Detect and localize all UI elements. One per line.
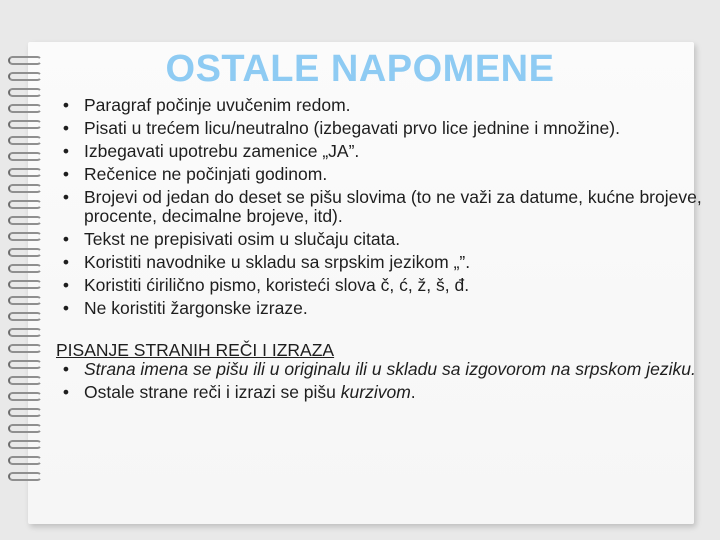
spiral-ring bbox=[8, 200, 42, 209]
spiral-ring bbox=[8, 152, 42, 161]
foreign-words-list bbox=[56, 360, 706, 402]
spiral-ring bbox=[8, 248, 42, 257]
list-item bbox=[56, 299, 706, 318]
list-item-text: Pisati u trećem licu/neutralno (izbegavati prvo lice jednine i množine). bbox=[84, 118, 620, 138]
list-item bbox=[56, 230, 706, 249]
list-item bbox=[56, 96, 706, 115]
list-item-text: Ne koristiti žargonske izraze. bbox=[84, 298, 308, 318]
spiral-ring bbox=[8, 136, 42, 145]
spiral-ring bbox=[8, 440, 42, 449]
spiral-ring bbox=[8, 280, 42, 289]
spiral-ring bbox=[8, 232, 42, 241]
list-item-text: Brojevi od jedan do deset se pišu slovima (to ne važi za datume, kućne brojeve, procente, decimalne brojeve, itd). bbox=[84, 187, 702, 226]
spiral-ring bbox=[8, 296, 42, 305]
bullet-icon: • bbox=[62, 95, 70, 115]
italic-word: kurzivom bbox=[340, 382, 411, 402]
spiral-ring bbox=[8, 456, 42, 465]
notes-list bbox=[56, 96, 706, 318]
bullet-icon: • bbox=[62, 164, 70, 184]
spiral-ring bbox=[8, 120, 42, 129]
slide-content bbox=[56, 96, 706, 406]
list-item bbox=[56, 276, 706, 295]
list-item-text: Koristiti navodnike u skladu sa srpskim jezikom „”. bbox=[84, 252, 471, 272]
list-item-text: Koristiti ćirilično pismo, koristeći slova č, ć, ž, š, đ. bbox=[84, 275, 470, 295]
spiral-ring bbox=[8, 312, 42, 321]
bullet-icon: • bbox=[62, 298, 70, 318]
section-heading: PISANJE STRANIH REČI I IZRAZA bbox=[56, 340, 335, 360]
spiral-ring bbox=[8, 344, 42, 353]
list-item bbox=[56, 253, 706, 272]
list-item-text: Tekst ne prepisivati osim u slučaju citata. bbox=[84, 229, 401, 249]
list-item-text: Izbegavati upotrebu zamenice „JA”. bbox=[84, 141, 360, 161]
slide-title: OSTALE NAPOMENE bbox=[165, 48, 555, 90]
spiral-ring bbox=[8, 376, 42, 385]
spiral-ring bbox=[8, 216, 42, 225]
bullet-icon: • bbox=[62, 359, 70, 379]
list-item-text: Rečenice ne počinjati godinom. bbox=[84, 164, 328, 184]
spiral-ring bbox=[8, 168, 42, 177]
list-item bbox=[56, 188, 706, 226]
spiral-ring bbox=[8, 264, 42, 273]
list-item bbox=[56, 119, 706, 138]
list-item bbox=[56, 360, 706, 379]
spiral-ring bbox=[8, 328, 42, 337]
list-item-suffix: . bbox=[410, 382, 416, 402]
bullet-icon: • bbox=[62, 187, 70, 207]
bullet-icon: • bbox=[62, 118, 70, 138]
spiral-ring bbox=[8, 184, 42, 193]
bullet-icon: • bbox=[62, 275, 70, 295]
list-item bbox=[56, 383, 706, 402]
list-item bbox=[56, 165, 706, 184]
bullet-icon: • bbox=[62, 252, 70, 272]
spiral-ring bbox=[8, 408, 42, 417]
list-item-text: Strana imena se pišu ili u originalu ili u skladu sa izgovorom na srpskom jeziku. bbox=[84, 359, 696, 379]
spiral-ring bbox=[8, 424, 42, 433]
list-item-text: Ostale strane reči i izrazi se pišu bbox=[84, 382, 341, 402]
spiral-ring bbox=[8, 472, 42, 481]
bullet-icon: • bbox=[62, 141, 70, 161]
list-item-text: Paragraf počinje uvučenim redom. bbox=[84, 95, 351, 115]
spiral-ring bbox=[8, 360, 42, 369]
spiral-ring bbox=[8, 104, 42, 113]
bullet-icon: • bbox=[62, 382, 70, 402]
bullet-icon: • bbox=[62, 229, 70, 249]
spiral-binding bbox=[8, 56, 48, 496]
spiral-ring bbox=[8, 392, 42, 401]
list-item bbox=[56, 142, 706, 161]
